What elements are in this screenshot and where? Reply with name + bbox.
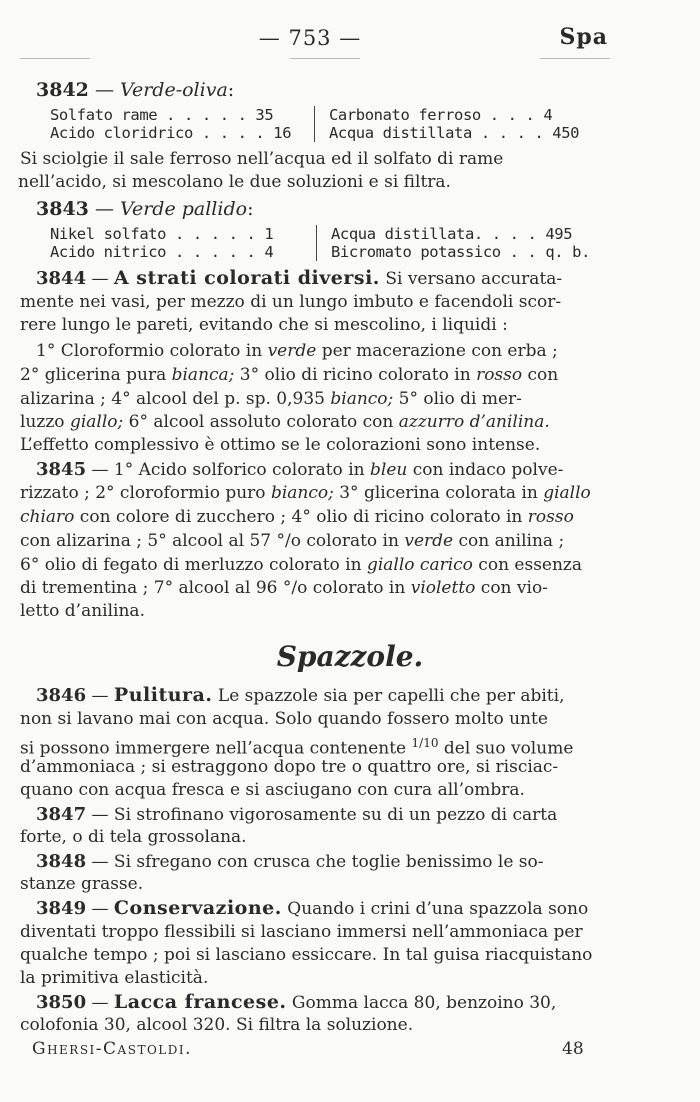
paragraph-line: rere lungo le pareti, evitando che si mescolino, i liquidi : — [20, 315, 508, 335]
header-rule-center — [290, 58, 360, 59]
ingredient-right: Acqua distillata . . . . 450 — [329, 124, 580, 142]
page-number: — 753 — — [258, 26, 362, 50]
paragraph-line: mente nei vasi, per mezzo di un lungo imbuto e facendoli scor- — [20, 292, 562, 312]
recipe-dash: — — [94, 79, 120, 101]
recipe-heading: Conservazione. — [113, 897, 282, 919]
recipe-number: 3845 — [36, 459, 87, 480]
recipe-number: 3843 — [36, 198, 89, 220]
recipe-number: 3849 — [36, 898, 87, 919]
paragraph-line: 6° olio di fegato di merluzzo colorato in giallo carico con essenza — [20, 555, 583, 575]
recipe-number: 3846 — [36, 685, 87, 706]
paragraph-line: Si sciolgie il sale ferroso nell’acqua ed il solfato di rame — [20, 149, 504, 169]
recipe-title: Verde pallido — [119, 198, 248, 220]
header-rule-right — [540, 58, 610, 59]
paragraph-line: con alizarina ; 5° alcool al 57 °/o colorato in verde con anilina ; — [20, 531, 565, 551]
recipe-3850-line: 3850 — Lacca francese. Gomma lacca 80, benzoino 30, — [36, 991, 557, 1013]
recipe-heading: Lacca francese. — [113, 991, 287, 1013]
recipe-3842-label: 3842 — Verde-oliva: — [36, 79, 235, 101]
ingredient-right: Acqua distillata. . . . 495 — [331, 225, 573, 243]
paragraph-line: colofonia 30, alcool 320. Si filtra la soluzione. — [20, 1015, 414, 1035]
footer-signature: 48 — [562, 1039, 584, 1059]
running-title: Spa — [559, 24, 608, 50]
paragraph-line: la primitiva elasticità. — [20, 968, 209, 988]
recipe-3846-line: 3846 — Pulitura. Le spazzole sia per capelli che per abiti, — [36, 684, 565, 706]
ingredient-right: Carbonato ferroso . . . 4 — [329, 106, 553, 124]
recipe-3849-line: 3849 — Conservazione. Quando i crini d’una spazzola sono — [36, 897, 589, 919]
recipe-number: 3842 — [36, 79, 89, 101]
table-divider — [314, 106, 315, 142]
paragraph-line: di trementina ; 7° alcool al 96 °/o colorato in violetto con vio- — [20, 578, 548, 598]
recipe-title: Verde-oliva — [119, 79, 228, 101]
recipe-3843-label: 3843 — Verde pallido: — [36, 198, 254, 220]
section-title: Spazzole. — [276, 640, 424, 673]
recipe-number: 3848 — [36, 851, 87, 872]
ingredient-left: Acido nitrico . . . . . 4 — [50, 243, 274, 261]
recipe-heading: Pulitura. — [113, 684, 213, 706]
footer-author: Ghersi-Castoldi. — [32, 1039, 193, 1059]
recipe-3844-line: 3844 — A strati colorati diversi. Si versano accurata- — [36, 267, 563, 289]
paragraph-line: quano con acqua fresca e si asciugano con cura all’ombra. — [20, 780, 525, 800]
recipe-3848-line: 3848 — Si sfregano con crusca che toglie benissimo le so- — [36, 851, 544, 872]
paragraph-line: chiaro con colore di zucchero ; 4° olio di ricino colorato in rosso — [20, 507, 574, 527]
paragraph-line: 2° glicerina pura bianca; 3° olio di ricino colorato in rosso con — [20, 365, 559, 385]
recipe-3847-line: 3847 — Si strofinano vigorosamente su di un pezzo di carta — [36, 804, 558, 825]
paragraph-line: L’effetto complessivo è ottimo se le colorazioni sono intense. — [20, 435, 541, 455]
table-divider — [316, 225, 317, 261]
paragraph-line: letto d’anilina. — [20, 601, 145, 621]
ingredient-right: Bicromato potassico . . q. b. — [331, 243, 591, 261]
header-rule-left — [20, 58, 90, 59]
ingredient-left: Solfato rame . . . . . 35 — [50, 106, 274, 124]
ingredient-left: Acido cloridrico . . . . 16 — [50, 124, 292, 142]
recipe-number: 3847 — [36, 804, 87, 825]
recipe-heading: A strati colorati diversi. — [113, 267, 380, 289]
paragraph-line: alizarina ; 4° alcool del p. sp. 0,935 bianco; 5° olio di mer- — [20, 389, 522, 409]
paragraph-line: non si lavano mai con acqua. Solo quando fossero molto unte — [20, 709, 548, 729]
recipe-number: 3850 — [36, 992, 87, 1013]
paragraph-line: diventati troppo flessibili si lasciano immersi nell’ammoniaca per — [20, 922, 583, 942]
paragraph-line: luzzo giallo; 6° alcool assoluto colorato con azzurro d’anilina. — [20, 412, 550, 432]
recipe-3845-line: 3845 — 1° Acido solforico colorato in bleu con indaco polve- — [36, 459, 564, 480]
paragraph-line: stanze grasse. — [20, 874, 144, 894]
paragraph-line: forte, o di tela grossolana. — [20, 827, 247, 847]
recipe-dash: — — [94, 198, 120, 220]
recipe-number: 3844 — [36, 268, 87, 289]
paragraph-line: nell’acido, si mescolano le due soluzioni e si filtra. — [18, 172, 451, 192]
paragraph-line: si possono immergere nell’acqua contenente $^{1/10}$ del suo volume — [20, 736, 574, 759]
paragraph-line: 1° Cloroformio colorato in verde per macerazione con erba ; — [36, 341, 558, 361]
paragraph-line: rizzato ; 2° cloroformio puro bianco; 3° glicerina colorata in giallo — [20, 483, 591, 503]
paragraph-line: qualche tempo ; poi si lasciano essiccare. In tal guisa riacquistano — [20, 945, 593, 965]
ingredient-left: Nikel solfato . . . . . 1 — [50, 225, 274, 243]
paragraph-line: d’ammoniaca ; si estraggono dopo tre o quattro ore, si risciac- — [20, 757, 559, 777]
